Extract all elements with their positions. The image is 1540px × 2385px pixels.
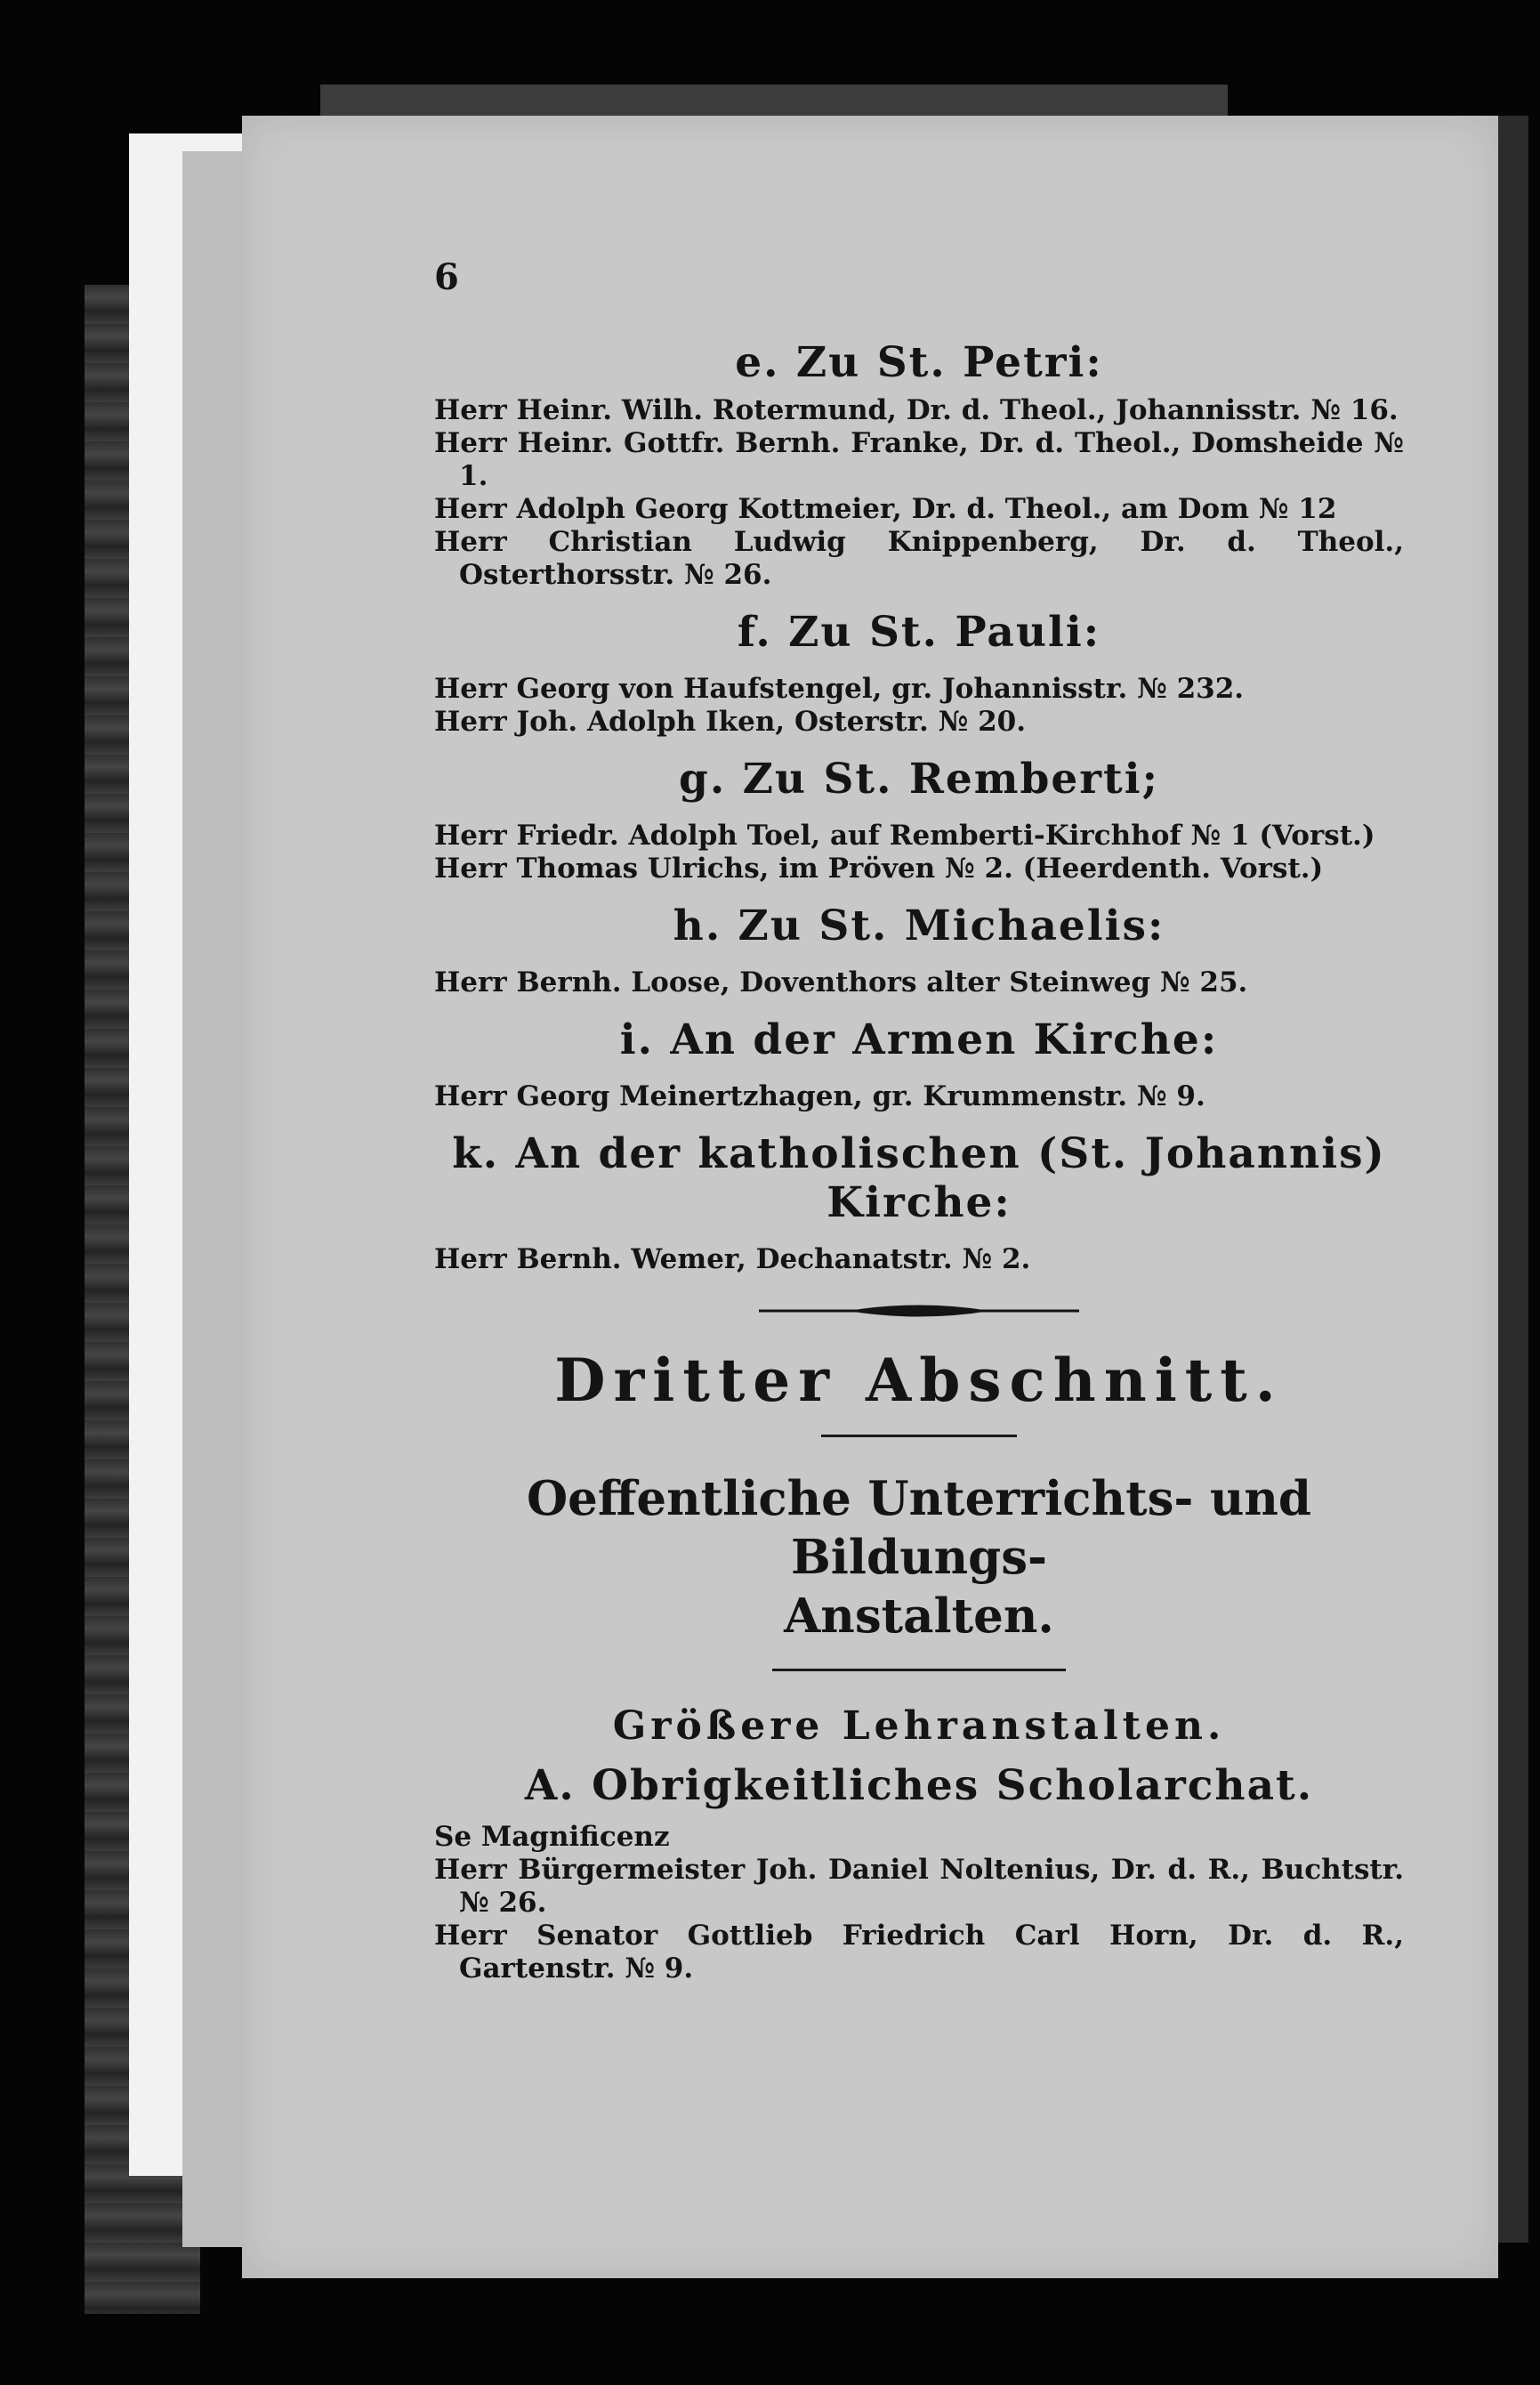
section-katholische-kirche (434, 1129, 1404, 1276)
entry: Herr Joh. Adolph Iken, Osterstr. № 20. (434, 706, 1027, 738)
section-heading: g. Zu St. Remberti; (679, 755, 1159, 804)
subsection-a-intro: Se Magnificenz (434, 1821, 670, 1853)
entry: Herr Thomas Ulrichs, im Pröven № 2. (Heerdenth. Vorst.) (434, 853, 1324, 885)
subsection-heading: Größere Lehranstalten. (612, 1703, 1226, 1749)
entry: Herr Bernh. Wemer, Dechanatstr. № 2. (434, 1243, 1031, 1275)
ornament-divider-icon (759, 1301, 1079, 1321)
entry: Herr Friedr. Adolph Toel, auf Remberti-Kirchhof № 1 (Vorst.) (434, 820, 1375, 852)
background-top-strip (320, 85, 1228, 120)
part-subtitle (434, 1469, 1404, 1645)
section-heading: i. An der Armen Kirche: (619, 1015, 1219, 1064)
entry: Herr Adolph Georg Kottmeier, Dr. d. Theol., am Dom № 12 (434, 493, 1337, 525)
entry: Herr Georg von Haufstengel, gr. Johannisstr. № 232. (434, 673, 1245, 705)
section-heading: k. An der katholischen (St. Johannis) Kirche: (452, 1129, 1386, 1227)
section-heading: h. Zu St. Michaelis: (673, 901, 1165, 950)
section-heading: e. Zu St. Petri: (735, 338, 1103, 387)
section-pauli (434, 608, 1404, 739)
section-michaelis (434, 901, 1404, 999)
entry: Herr Bürgermeister Joh. Daniel Noltenius, Dr. d. R., Buchtstr. № 26. (434, 1854, 1404, 1919)
section-heading: f. Zu St. Pauli: (737, 608, 1101, 657)
entry: Herr Christian Ludwig Knippenberg, Dr. d. Theol., Osterthorsstr. № 26. (434, 526, 1404, 591)
part-subtitle-line-1: Oeffentliche Unterrichts- und Bildungs- (526, 1471, 1311, 1585)
page-content (434, 249, 1404, 1985)
entry: Herr Senator Gottlieb Friedrich Carl Horn, Dr. d. R., Gartenstr. № 9. (434, 1920, 1404, 1985)
section-remberti (434, 755, 1404, 885)
entry: Herr Georg Meinertzhagen, gr. Krummenstr. № 9. (434, 1080, 1205, 1112)
section-petri (434, 338, 1404, 592)
subtitle-rule (772, 1669, 1066, 1671)
part-title: Dritter Abschnitt. (554, 1346, 1284, 1415)
page-edge-shadow (1498, 116, 1528, 2243)
page-number: 6 (434, 256, 459, 298)
part-subtitle-line-2: Anstalten. (784, 1589, 1054, 1644)
section-armen-kirche (434, 1015, 1404, 1113)
subsection-a-heading: A. Obrigkeitliches Scholarchat. (524, 1761, 1314, 1810)
subsection-a-list (434, 1821, 1404, 1985)
title-rule (821, 1435, 1017, 1437)
entry: Herr Bernh. Loose, Doventhors alter Steinweg № 25. (434, 966, 1248, 998)
entry: Herr Heinr. Wilh. Rotermund, Dr. d. Theol., Johannisstr. № 16. (434, 394, 1399, 426)
entry: Herr Heinr. Gottfr. Bernh. Franke, Dr. d. Theol., Domsheide № 1. (434, 427, 1404, 492)
